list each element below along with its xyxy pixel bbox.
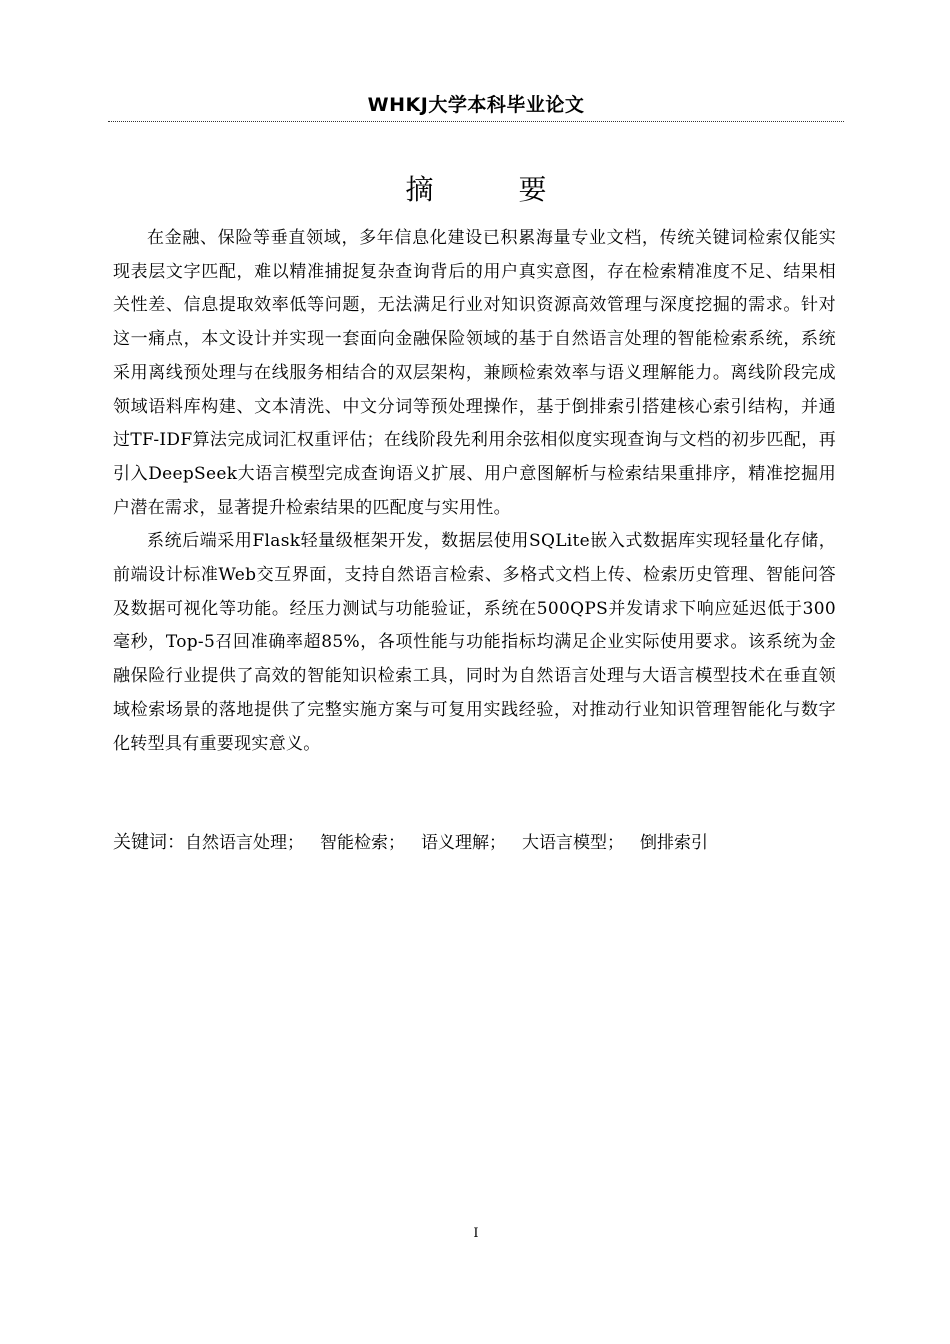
page-header: WHKJ大学本科毕业论文: [367, 94, 585, 116]
keyword-item: 语义理解；: [421, 833, 506, 853]
keyword-item: 智能检索；: [320, 833, 405, 853]
abstract-paragraph-1: 在金融、保险等垂直领域，多年信息化建设已积累海量专业文档，传统关键词检索仅能实现表层文字匹配，难以精准捕捉复杂查询背后的用户真实意图，存在检索精准度不足、结果相关性差、信息提取效率低等问题，无法满足行业对知识资源高效管理与深度挖掘的需求。针对这一痛点，本文设计并实现一套面向金融保险领域的基于自然语言处理的智能检索系统，系统采用离线预处理与在线服务相结合的双层架构，兼顾检索效率与语义理解能力。离线阶段完成领域语料库构建、文本清洗、中文分词等预处理操作，基于倒排索引搭建核心索引结构，并通过TF-IDF算法完成词汇权重评估；在线阶段先利用余弦相似度实现查询与文档的初步匹配，再引入DeepSeek大语言模型完成查询语义扩展、用户意图解析与检索结果重排序，精准挖掘用户潜在需求，显著提升检索结果的匹配度与实用性。: [113, 228, 836, 518]
keyword-item: 倒排索引: [640, 833, 708, 853]
keyword-item: 大语言模型；: [522, 833, 624, 853]
keywords-line: [113, 826, 836, 860]
keyword-item: 自然语言处理；: [185, 833, 304, 853]
abstract-title: 摘 要: [405, 173, 585, 206]
header-divider: [108, 121, 844, 122]
keywords-label: 关键词：: [113, 832, 185, 853]
page-number: I: [473, 1226, 479, 1241]
abstract-body: [113, 222, 836, 761]
abstract-paragraph-2: 系统后端采用Flask轻量级框架开发，数据层使用SQLite嵌入式数据库实现轻量化存储，前端设计标准Web交互界面，支持自然语言检索、多格式文档上传、检索历史管理、智能问答及数据可视化等功能。经压力测试与功能验证，系统在500QPS并发请求下响应延迟低于300毫秒，Top-5召回准确率超85%，各项性能与功能指标均满足企业实际使用要求。该系统为金融保险行业提供了高效的智能知识检索工具，同时为自然语言处理与大语言模型技术在垂直领域检索场景的落地提供了完整实施方案与可复用实践经验，对推动行业知识管理智能化与数字化转型具有重要现实意义。: [113, 531, 836, 754]
